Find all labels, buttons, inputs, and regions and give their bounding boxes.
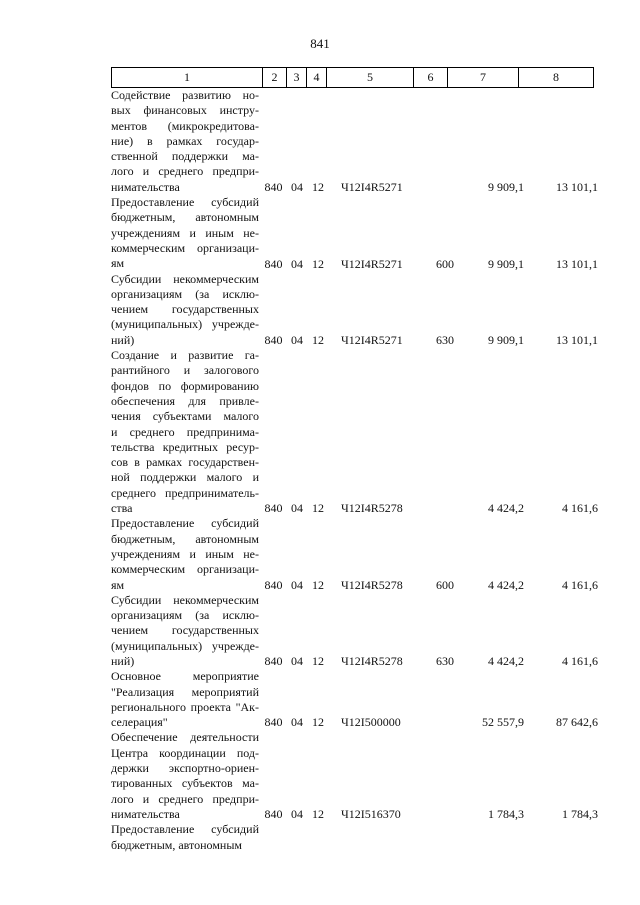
amount-year-2: 4 161,6 bbox=[562, 577, 598, 592]
target-article-code: Ч12I516370 bbox=[341, 807, 401, 822]
expense-type-code: 600 bbox=[436, 577, 454, 592]
table-row bbox=[111, 195, 606, 271]
row-values bbox=[111, 807, 606, 822]
table-row bbox=[111, 272, 606, 348]
description-line: сов в рамках государствен- bbox=[111, 455, 259, 470]
table-row bbox=[111, 669, 606, 730]
description-line: бюджетным, автономным bbox=[111, 210, 259, 225]
description-line: Предоставление субсидий bbox=[111, 822, 259, 837]
row-values bbox=[111, 715, 606, 730]
description-line: обеспечения для привле- bbox=[111, 393, 259, 408]
description-line: ние) в рамках государ- bbox=[111, 133, 259, 148]
column-header-5: 5 bbox=[327, 68, 414, 88]
column-header-6: 6 bbox=[414, 68, 448, 88]
description-line: бюджетным, автономным bbox=[111, 837, 242, 852]
amount-year-1: 9 909,1 bbox=[488, 180, 524, 195]
description-line: нимательства bbox=[111, 806, 180, 821]
description-line: ственной поддержки ма- bbox=[111, 149, 259, 164]
column-header-7: 7 bbox=[448, 68, 519, 88]
target-article-code: Ч12I500000 bbox=[341, 715, 401, 730]
column-header-4: 4 bbox=[307, 68, 327, 88]
amount-year-2: 1 784,3 bbox=[562, 807, 598, 822]
column-header-8: 8 bbox=[519, 68, 594, 88]
description-line: рантийного и залогового bbox=[111, 363, 259, 378]
ministry-code: 840 bbox=[264, 180, 283, 195]
description-line: бюджетным, автономным bbox=[111, 531, 259, 546]
subsection-code: 12 bbox=[312, 654, 324, 669]
section-code: 04 bbox=[291, 807, 303, 822]
amount-year-1: 9 909,1 bbox=[488, 256, 524, 271]
description-line: Создание и развитие га- bbox=[111, 348, 259, 363]
subsection-code: 12 bbox=[312, 256, 324, 271]
description-line: ментов (микрокредитова- bbox=[111, 118, 259, 133]
description-line: тированных субъектов ма- bbox=[111, 776, 259, 791]
description-line: учреждениям и иным не- bbox=[111, 225, 259, 240]
description-line: лого и среднего предпри- bbox=[111, 164, 259, 179]
subsection-code: 12 bbox=[312, 577, 324, 592]
section-code: 04 bbox=[291, 715, 303, 730]
description-line: Предоставление субсидий bbox=[111, 195, 259, 210]
amount-year-1: 4 424,2 bbox=[488, 654, 524, 669]
section-code: 04 bbox=[291, 654, 303, 669]
description-line: селерация" bbox=[111, 715, 168, 730]
row-values bbox=[111, 180, 606, 195]
description-line: "Реализация мероприятий bbox=[111, 684, 259, 699]
amount-year-1: 52 557,9 bbox=[482, 715, 524, 730]
amount-year-2: 13 101,1 bbox=[556, 180, 598, 195]
amount-year-2: 13 101,1 bbox=[556, 333, 598, 348]
description-line: тельства кредитных ресур- bbox=[111, 439, 259, 454]
description-line: держки экспортно-ориен- bbox=[111, 761, 259, 776]
page-number: 841 bbox=[310, 36, 330, 51]
description-line: Обеспечение деятельности bbox=[111, 730, 259, 745]
description-line: Предоставление субсидий bbox=[111, 516, 259, 531]
ministry-code: 840 bbox=[264, 715, 283, 730]
table-row bbox=[111, 88, 606, 195]
amount-year-2: 87 642,6 bbox=[556, 715, 598, 730]
description-line: чением государственных bbox=[111, 302, 259, 317]
target-article-code: Ч12I4R5271 bbox=[341, 333, 403, 348]
target-article-code: Ч12I4R5271 bbox=[341, 256, 403, 271]
expense-type-code: 630 bbox=[436, 654, 454, 669]
description-line: ний) bbox=[111, 653, 135, 668]
section-code: 04 bbox=[291, 501, 303, 516]
row-values bbox=[111, 578, 606, 593]
description-line: чением государственных bbox=[111, 623, 259, 638]
description-line: лого и среднего предпри- bbox=[111, 791, 259, 806]
description-line: (муниципальных) учрежде- bbox=[111, 638, 259, 653]
section-code: 04 bbox=[291, 180, 303, 195]
budget-table-body bbox=[111, 88, 606, 853]
description-line: Содействие развитию но- bbox=[111, 88, 259, 102]
column-header-row bbox=[112, 68, 594, 88]
description-line: организациям (за исклю- bbox=[111, 608, 259, 623]
target-article-code: Ч12I4R5278 bbox=[341, 577, 403, 592]
row-values bbox=[111, 838, 606, 853]
description-line: ний) bbox=[111, 332, 135, 347]
section-code: 04 bbox=[291, 256, 303, 271]
subsection-code: 12 bbox=[312, 715, 324, 730]
description-line: учреждениям и иным не- bbox=[111, 546, 259, 561]
amount-year-1: 9 909,1 bbox=[488, 333, 524, 348]
ministry-code: 840 bbox=[264, 577, 283, 592]
description-line: коммерческим организаци- bbox=[111, 562, 259, 577]
description-line: ям bbox=[111, 256, 125, 271]
section-code: 04 bbox=[291, 333, 303, 348]
amount-year-1: 1 784,3 bbox=[488, 807, 524, 822]
row-description bbox=[111, 88, 259, 195]
description-line: регионального проекта "Ак- bbox=[111, 699, 259, 714]
expense-type-code: 630 bbox=[436, 333, 454, 348]
description-line: ной поддержки малого и bbox=[111, 470, 259, 485]
table-row bbox=[111, 593, 606, 669]
description-line: чения субъектами малого bbox=[111, 409, 259, 424]
description-line: нимательства bbox=[111, 179, 180, 194]
expense-type-code: 600 bbox=[436, 256, 454, 271]
description-line: вых финансовых инстру- bbox=[111, 103, 259, 118]
column-header-1: 1 bbox=[112, 68, 263, 88]
row-values bbox=[111, 333, 606, 348]
row-values bbox=[111, 501, 606, 516]
subsection-code: 12 bbox=[312, 501, 324, 516]
description-line: и среднего предпринима- bbox=[111, 424, 259, 439]
amount-year-2: 13 101,1 bbox=[556, 256, 598, 271]
row-values bbox=[111, 654, 606, 669]
ministry-code: 840 bbox=[264, 333, 283, 348]
subsection-code: 12 bbox=[312, 807, 324, 822]
description-line: ям bbox=[111, 577, 125, 592]
description-line: организациям (за исклю- bbox=[111, 286, 259, 301]
table-row bbox=[111, 516, 606, 592]
column-header-3: 3 bbox=[287, 68, 307, 88]
description-line: среднего предприниматель- bbox=[111, 485, 259, 500]
table-row bbox=[111, 822, 606, 853]
amount-year-1: 4 424,2 bbox=[488, 501, 524, 516]
description-line: Субсидии некоммерческим bbox=[111, 592, 259, 607]
description-line: Центра координации под- bbox=[111, 745, 259, 760]
target-article-code: Ч12I4R5278 bbox=[341, 501, 403, 516]
description-line: коммерческим организаци- bbox=[111, 240, 259, 255]
amount-year-2: 4 161,6 bbox=[562, 654, 598, 669]
amount-year-2: 4 161,6 bbox=[562, 501, 598, 516]
subsection-code: 12 bbox=[312, 333, 324, 348]
row-values bbox=[111, 257, 606, 272]
column-header-table bbox=[111, 67, 594, 88]
description-line: фондов по формированию bbox=[111, 378, 259, 393]
section-code: 04 bbox=[291, 577, 303, 592]
table-row bbox=[111, 730, 606, 822]
description-line: (муниципальных) учрежде- bbox=[111, 317, 259, 332]
target-article-code: Ч12I4R5271 bbox=[341, 180, 403, 195]
ministry-code: 840 bbox=[264, 807, 283, 822]
column-header-2: 2 bbox=[263, 68, 287, 88]
description-line: Основное мероприятие bbox=[111, 669, 259, 684]
description-line: Субсидии некоммерческим bbox=[111, 271, 259, 286]
target-article-code: Ч12I4R5278 bbox=[341, 654, 403, 669]
ministry-code: 840 bbox=[264, 256, 283, 271]
table-row bbox=[111, 348, 606, 516]
ministry-code: 840 bbox=[264, 501, 283, 516]
description-line: ства bbox=[111, 501, 133, 516]
amount-year-1: 4 424,2 bbox=[488, 577, 524, 592]
subsection-code: 12 bbox=[312, 180, 324, 195]
ministry-code: 840 bbox=[264, 654, 283, 669]
row-description bbox=[111, 348, 259, 516]
